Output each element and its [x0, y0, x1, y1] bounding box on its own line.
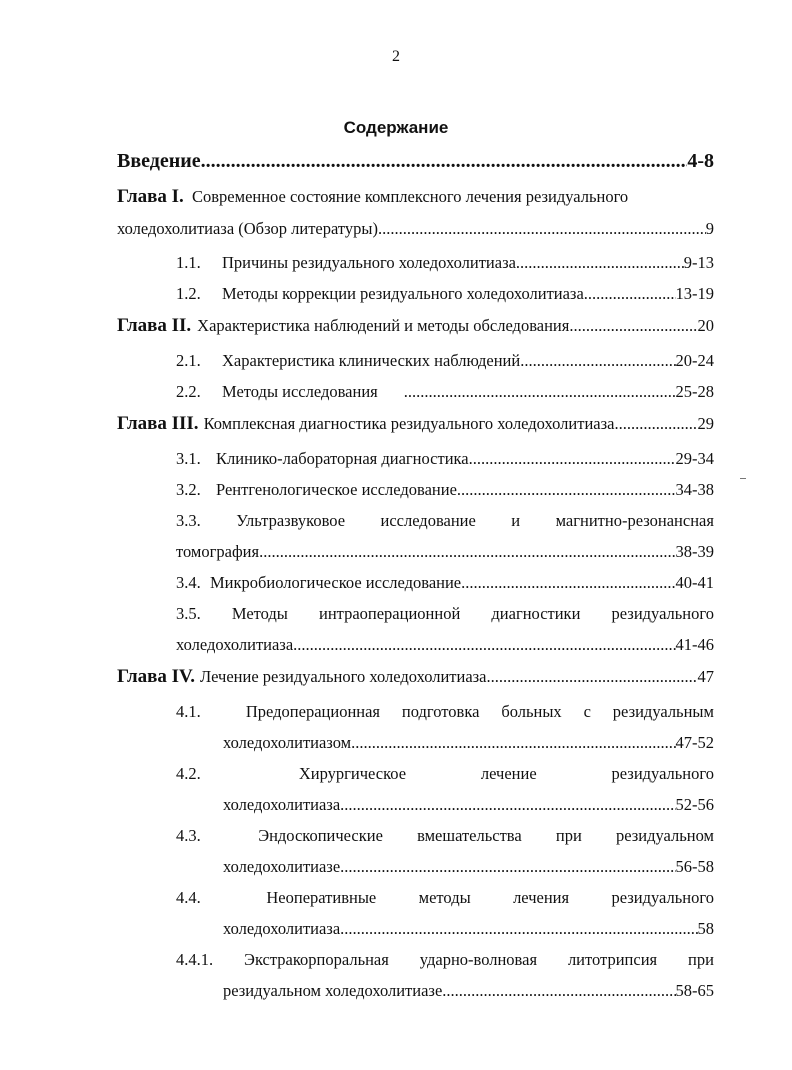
section-pages: 47-52: [675, 733, 714, 752]
section-number: 3.1.: [176, 449, 201, 468]
chapter1-title-line2-row: [117, 219, 714, 239]
section-pages: 41-46: [675, 635, 714, 654]
section-title: Причины резидуального холедохолитиаза: [222, 253, 516, 272]
leader-dots: [584, 284, 676, 304]
toc-entry-intro: [117, 150, 714, 172]
intro-pages: 4-8: [687, 150, 714, 172]
chapter3-label: Глава III.: [117, 413, 199, 434]
toc-section-line2: [223, 857, 714, 877]
chapter4-title: Лечение резидуального холедохолитиаза: [200, 667, 487, 686]
toc-section-line1: [176, 826, 714, 846]
toc-section-line1: [176, 888, 714, 908]
section-word: магнитно-резонансная: [555, 511, 714, 530]
section-number: 1.2.: [176, 284, 201, 303]
toc-section-line2: [176, 635, 714, 655]
leader-dots: [340, 857, 675, 877]
chapter3-title: Комплексная диагностика резидуального холедохолитиаза: [203, 414, 615, 433]
section-word: Ультразвуковое: [236, 511, 346, 530]
section-word: литотрипсия: [567, 950, 658, 969]
chapter1-heading: [117, 187, 714, 207]
toc-section-line2: [223, 795, 714, 815]
section-word: интраоперационной: [319, 604, 461, 623]
chapter4-label: Глава IV.: [117, 666, 196, 687]
toc-section: [176, 449, 714, 469]
section-word: больных: [501, 702, 562, 721]
chapter1-label: Глава I.: [117, 186, 184, 207]
chapter3-heading: [117, 414, 714, 434]
toc-section: [176, 284, 714, 304]
section-pages: 40-41: [675, 573, 714, 592]
section-word: Предоперационная: [245, 702, 381, 721]
section-word: ударно-волновая: [419, 950, 538, 969]
toc-section-line1: [176, 604, 714, 624]
section-word: лечение: [480, 764, 537, 783]
page-number: 2: [392, 48, 400, 65]
leader-dots: [404, 382, 676, 402]
section-number: 3.3.: [176, 511, 201, 530]
toc-section-line2: [223, 733, 714, 753]
section-word: диагностики: [491, 604, 581, 623]
leader-dots: [461, 573, 675, 593]
section-title: Микробиологическое исследование: [210, 573, 462, 592]
toc-section-line2: [223, 919, 714, 939]
section-title: Методы исследования: [222, 382, 378, 401]
chapter4-pages: 47: [697, 667, 714, 686]
intro-label: Введение: [117, 150, 201, 172]
toc-section-line1: [176, 764, 714, 784]
section-pages: 13-19: [675, 284, 714, 303]
leader-dots: [259, 542, 675, 562]
leader-dots: [457, 480, 676, 500]
toc-section: [176, 382, 714, 402]
toc-section: [176, 573, 714, 593]
chapter2-title: Характеристика наблюдений и методы обследования: [197, 316, 570, 335]
section-number: 1.1.: [176, 253, 201, 272]
section-pages: 56-58: [675, 857, 714, 876]
section-number: 4.4.1.: [176, 950, 214, 969]
chapter1-pages: 9: [705, 219, 714, 238]
section-word: Экстракорпоральная: [244, 950, 389, 969]
toc-section: [176, 253, 714, 273]
section-title-cont: холедохолитиаза: [223, 795, 341, 814]
section-word: подготовка: [401, 702, 480, 721]
section-number: 3.4.: [176, 573, 201, 592]
section-title: Клинико-лабораторная диагностика: [216, 449, 469, 468]
section-title-cont: томография: [176, 542, 260, 561]
section-number: 2.1.: [176, 351, 201, 370]
leader-dots: [469, 449, 676, 469]
section-number: 4.2.: [176, 764, 201, 783]
section-number: 3.2.: [176, 480, 201, 499]
chapter3-pages: 29: [697, 414, 714, 433]
leader-dots: [442, 981, 675, 1001]
section-pages: 29-34: [675, 449, 714, 468]
section-word: и: [511, 511, 521, 530]
chapter1-title-line1: Современное состояние комплексного лечения резидуального: [192, 187, 629, 206]
toc-section: [176, 351, 714, 371]
section-word: Хирургическое: [298, 764, 407, 783]
leader-dots: [569, 316, 697, 336]
chapter2-label: Глава II.: [117, 315, 192, 336]
toc-section-line2: [223, 981, 714, 1001]
section-number: 3.5.: [176, 604, 201, 623]
toc-section: [176, 480, 714, 500]
section-word: резидуального: [611, 888, 714, 907]
leader-dots: [340, 919, 697, 939]
page-title: Содержание: [343, 118, 449, 137]
section-pages: 20-24: [675, 351, 714, 370]
toc-section-line1: [176, 511, 714, 531]
section-title-cont: холедохолитиазом: [223, 733, 352, 752]
section-title-cont: холедохолитиаза: [223, 919, 341, 938]
leader-dots: [293, 635, 675, 655]
section-title: Характеристика клинических наблюдений: [222, 351, 521, 370]
leader-dots: [201, 150, 688, 172]
section-word: резидуальным: [612, 702, 714, 721]
section-title-cont: холедохолитиазе: [223, 857, 341, 876]
toc-section-line1: [176, 950, 714, 970]
section-word: вмешательства: [417, 826, 522, 845]
chapter4-heading: [117, 667, 714, 687]
section-word: Эндоскопические: [258, 826, 383, 845]
leader-dots: [487, 667, 698, 687]
section-word: резидуальном: [616, 826, 714, 845]
section-word: с: [583, 702, 591, 721]
section-number: 4.3.: [176, 826, 201, 845]
section-number: 4.1.: [176, 702, 201, 721]
toc-section-line2: [176, 542, 714, 562]
chapter1-title-line2: холедохолитиаза (Обзор литературы): [117, 219, 378, 238]
section-pages: 58: [697, 919, 714, 938]
section-word: резидуального: [611, 764, 714, 783]
section-word: при: [688, 950, 714, 969]
chapter2-pages: 20: [697, 316, 714, 335]
section-word: резидуального: [611, 604, 714, 623]
leader-dots: [516, 253, 684, 273]
section-word: исследование: [380, 511, 476, 530]
section-pages: 52-56: [675, 795, 714, 814]
leader-dots: [340, 795, 675, 815]
leader-dots: [378, 219, 706, 239]
chapter2-heading: [117, 316, 714, 336]
leader-dots: [520, 351, 675, 371]
section-title-cont: резидуальном холедохолитиазе: [223, 981, 443, 1000]
section-word: методы: [418, 888, 471, 907]
section-word: Методы: [231, 604, 288, 623]
section-number: 2.2.: [176, 382, 201, 401]
section-title: Рентгенологическое исследование: [216, 480, 457, 499]
section-number: 4.4.: [176, 888, 201, 907]
section-word: лечения: [513, 888, 570, 907]
section-pages: 9-13: [683, 253, 714, 272]
section-title-cont: холедохолитиаза: [176, 635, 294, 654]
section-title: Методы коррекции резидуального холедохолитиаза: [222, 284, 584, 303]
section-word: Неоперативные: [266, 888, 377, 907]
section-pages: 38-39: [675, 542, 714, 561]
section-word: при: [555, 826, 582, 845]
leader-dots: [614, 414, 697, 434]
section-pages: 58-65: [675, 981, 714, 1000]
section-pages: 25-28: [675, 382, 714, 401]
toc-section-line1: [176, 702, 714, 722]
scan-mark: [740, 478, 746, 479]
section-pages: 34-38: [675, 480, 714, 499]
leader-dots: [351, 733, 675, 753]
